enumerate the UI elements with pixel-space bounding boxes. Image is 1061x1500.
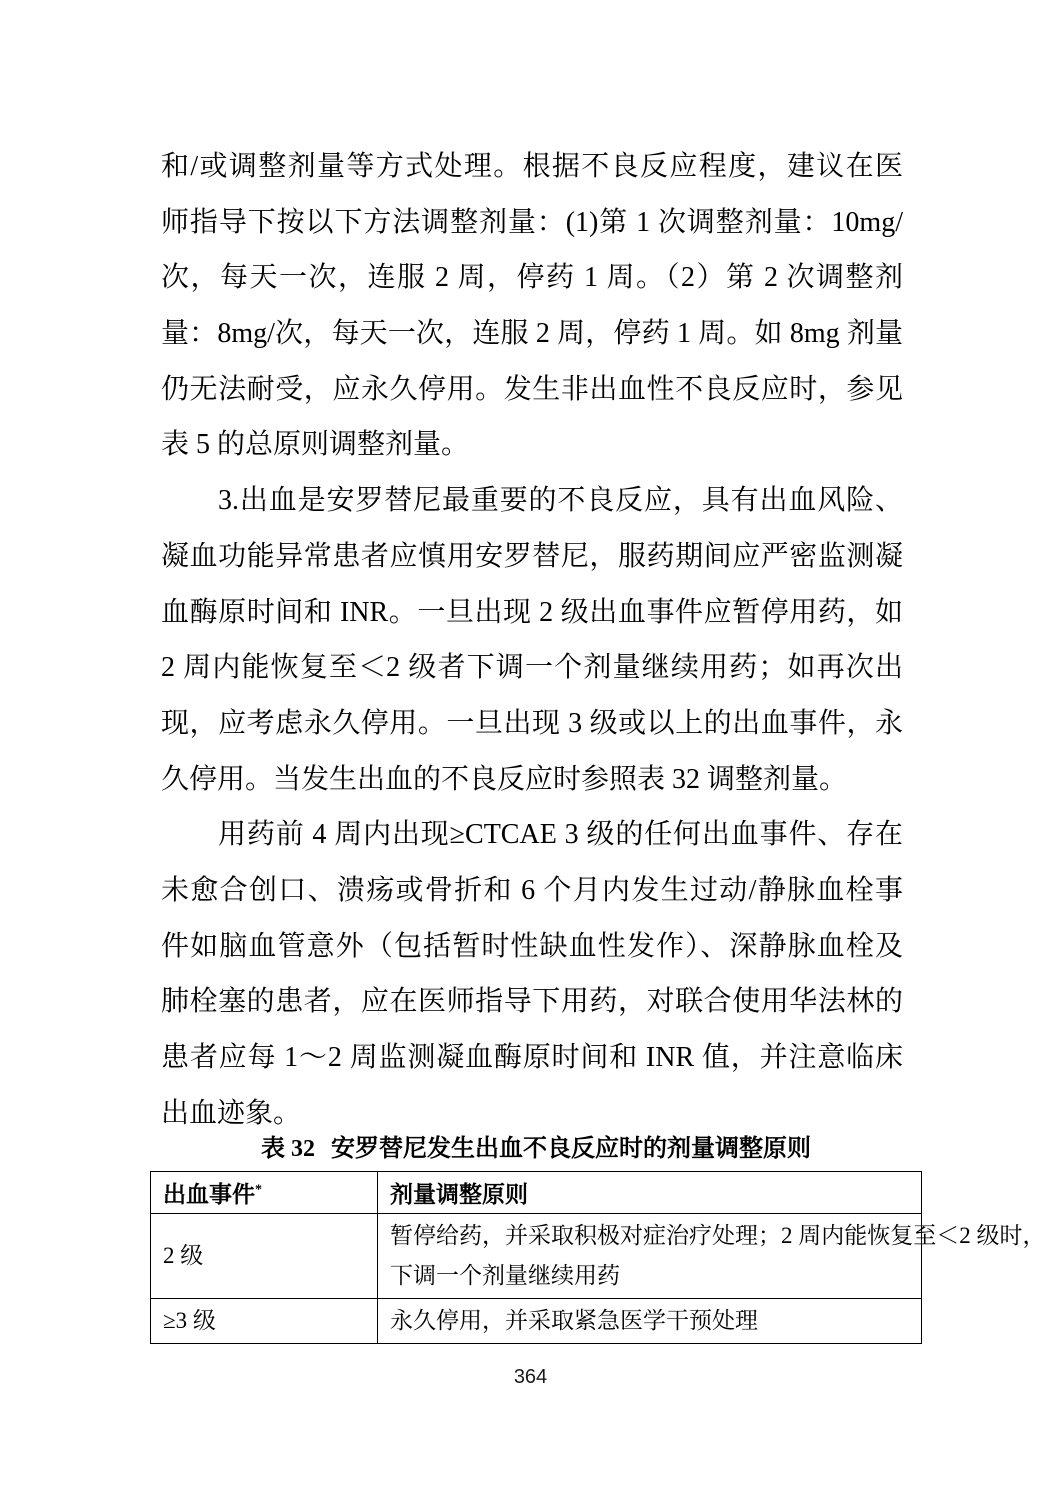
paragraph-3-line-1: 用药前 4 周内出现≥CTCAE 3 级的任何出血事件、存在 [218,819,903,851]
paragraph-2-line-2: 凝血功能异常患者应慎用安罗替尼，服药期间应严密监测凝 [161,540,903,572]
paragraph-1-line-4: 量：8mg/次，每天一次，连服 2 周，停药 1 周。如 8mg 剂量 [161,318,903,350]
table-header-row [151,1172,922,1214]
paragraph-1-line-6: 表 5 的总原则调整剂量。 [161,429,470,461]
dose-principle-line-2: 下调一个剂量继续用药 [390,1263,620,1288]
paragraph-1-line-3: 次，每天一次，连服 2 周，停药 1 周。（2）第 2 次调整剂 [161,262,903,294]
paragraph-3-line-3: 件如脑血管意外（包括暂时性缺血性发作）、深静脉血栓及 [161,930,903,962]
paragraph-3-line-5: 患者应每 1～2 周监测凝血酶原时间和 INR 值，并注意临床 [161,1042,903,1073]
paragraph-2-line-3: 血酶原时间和 INR。一旦出现 2 级出血事件应暂停用药，如 [161,596,903,628]
cell-dose-principle [378,1214,1046,1299]
cell-bleeding-event [151,1214,378,1299]
bleeding-event-value: ≥3 级 [163,1308,216,1333]
paragraph-2-line-4: 2 周内能恢复至＜2 级者下调一个剂量继续用药；如再次出 [161,652,903,684]
dose-principle-line-1: 永久停用，并采取紧急医学干预处理 [390,1308,758,1333]
paragraph-2-line-1: 3.出血是安罗替尼最重要的不良反应，具有出血风险、 [218,485,903,517]
table-caption-title: 安罗替尼发生出血不良反应时的剂量调整原则 [331,1136,811,1162]
paragraph-1-line-5: 仍无法耐受，应永久停用。发生非出血性不良反应时，参见 [161,373,903,405]
paragraph-1-line-2: 师指导下按以下方法调整剂量：(1)第 1 次调整剂量：10mg/ [161,206,903,238]
table-row-2 [151,1299,922,1344]
dose-adjustment-table [150,1171,1046,1344]
table-row-1 [151,1214,922,1299]
header-bleeding-event-label: 出血事件 [163,1182,255,1207]
table-caption [150,1133,922,1165]
page-number: 364 [513,1366,548,1388]
paragraph-2-line-5: 现，应考虑永久停用。一旦出现 3 级或以上的出血事件，永 [161,707,903,739]
table-header-bleeding-event [151,1172,378,1214]
cell-dose-principle [378,1299,922,1344]
paragraph-1-line-1: 和/或调整剂量等方式处理。根据不良反应程度，建议在医 [161,151,903,182]
paragraph-3-line-2: 未愈合创口、溃疡或骨折和 6 个月内发生过动/静脉血栓事 [161,874,903,906]
footnote-marker: * [255,1182,262,1198]
body-text [161,139,903,1141]
paragraph-2-line-6: 久停用。当发生出血的不良反应时参照表 32 调整剂量。 [161,763,848,795]
cell-bleeding-event [151,1299,378,1344]
table-header-dose-principle [378,1172,922,1214]
table-caption-label: 表 32 [261,1136,315,1162]
bleeding-event-value: 2 级 [163,1243,204,1268]
header-dose-principle-label: 剂量调整原则 [390,1182,528,1207]
paragraph-3-line-4: 肺栓塞的患者，应在医师指导下用药，对联合使用华法林的 [161,986,903,1018]
dose-principle-line-1: 暂停给药，并采取积极对症治疗处理；2 周内能恢复至＜2 级时， [390,1223,1046,1248]
table-body [151,1214,1046,1344]
paragraph-3-line-6: 出血迹象。 [161,1097,302,1129]
